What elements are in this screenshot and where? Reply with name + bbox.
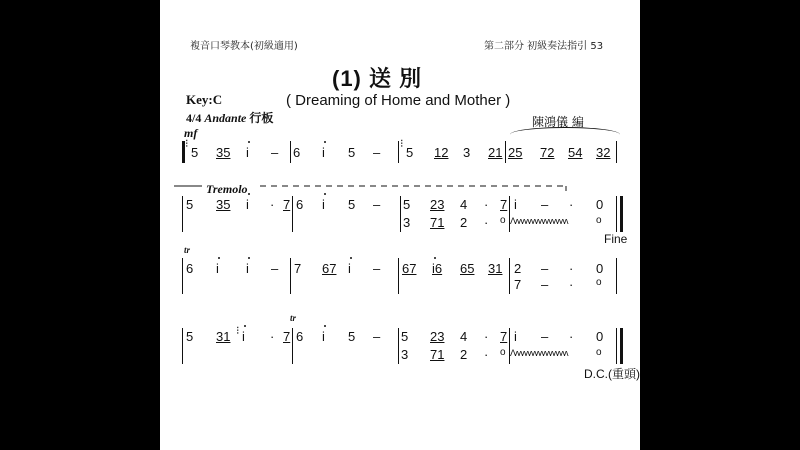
- note: ·: [270, 329, 275, 344]
- lower-note: 3: [401, 347, 409, 362]
- note: ·: [270, 197, 275, 212]
- note: 5: [191, 145, 199, 160]
- trill-mark: tr: [290, 313, 297, 323]
- note: 7: [500, 329, 508, 344]
- note: 67: [322, 261, 337, 276]
- note: ·: [569, 261, 574, 276]
- note: 35: [216, 197, 231, 212]
- note: 4: [460, 329, 468, 344]
- note: i: [246, 197, 249, 212]
- note: i: [322, 145, 325, 160]
- note: 6: [293, 145, 301, 160]
- time-signature: 4/4: [186, 111, 202, 125]
- barline: [505, 141, 506, 163]
- note: 0: [596, 197, 604, 212]
- note: 5: [186, 197, 194, 212]
- barline: [182, 196, 183, 232]
- vibrato-wavy-line: Ʌʌʌʌʌʌʌʌʌʌʌʌʌʌʌʌ: [510, 348, 568, 358]
- note: i6: [432, 261, 443, 276]
- barline: [616, 196, 617, 232]
- high-octave-dot: [324, 141, 326, 143]
- note: 31: [216, 329, 231, 344]
- lower-note: o: [500, 215, 506, 226]
- note: 5: [406, 145, 414, 160]
- note: 5: [348, 197, 356, 212]
- lower-note: 2: [460, 347, 468, 362]
- note: –: [271, 261, 279, 276]
- lower-note: 71: [430, 215, 445, 230]
- arpeggio-mark: ⁝: [400, 138, 404, 150]
- lower-note: o: [596, 277, 602, 288]
- tremolo-label: Tremolo: [206, 182, 248, 196]
- note: 5: [403, 197, 411, 212]
- note: 31: [488, 261, 503, 276]
- note: –: [541, 261, 549, 276]
- high-octave-dot: [244, 325, 246, 327]
- note: 21: [488, 145, 503, 160]
- key-signature: Key:C: [186, 92, 223, 107]
- arranger: 陳鴻儀 編: [532, 115, 584, 129]
- note: 6: [186, 261, 194, 276]
- tempo-chinese: 行板: [249, 111, 274, 125]
- tempo-italic: Andante: [204, 111, 247, 125]
- note: i: [246, 145, 249, 160]
- note: –: [373, 197, 381, 212]
- high-octave-dot: [248, 257, 250, 259]
- slur: [510, 127, 620, 142]
- note: –: [271, 145, 279, 160]
- lower-note: ·: [484, 347, 489, 362]
- song-subtitle: ( Dreaming of Home and Mother ): [286, 92, 511, 109]
- note: 0: [596, 261, 604, 276]
- note: 23: [430, 197, 445, 212]
- note: i: [514, 197, 517, 212]
- lower-note: ·: [569, 277, 574, 292]
- note: ·: [484, 197, 489, 212]
- barline: [292, 328, 293, 364]
- note: 25: [508, 145, 523, 160]
- barline: [398, 258, 399, 294]
- barline: [509, 328, 510, 364]
- arpeggio-mark: ⁝: [236, 325, 240, 337]
- barline: [400, 196, 401, 232]
- barline: [616, 141, 617, 163]
- note: i: [242, 329, 245, 344]
- final-barline: [620, 196, 623, 232]
- barline: [509, 258, 510, 294]
- note: 5: [348, 329, 356, 344]
- note: –: [373, 261, 381, 276]
- barline: [182, 258, 183, 294]
- note: i: [246, 261, 249, 276]
- note: 3: [463, 145, 471, 160]
- high-octave-dot: [350, 257, 352, 259]
- barline: [616, 258, 617, 294]
- book-title-header: 複音口琴教本(初級適用): [190, 41, 298, 52]
- barline: [509, 196, 510, 232]
- note: –: [541, 197, 549, 212]
- note: 5: [401, 329, 409, 344]
- note: i: [322, 197, 325, 212]
- lower-note: 71: [430, 347, 445, 362]
- barline: [616, 328, 617, 364]
- note: –: [373, 329, 381, 344]
- note: i: [322, 329, 325, 344]
- lower-note: o: [596, 347, 602, 358]
- lower-note: o: [596, 215, 602, 226]
- high-octave-dot: [248, 141, 250, 143]
- note: 0: [596, 329, 604, 344]
- score-page: [160, 0, 640, 450]
- lower-note: ·: [484, 215, 489, 230]
- note: i: [348, 261, 351, 276]
- high-octave-dot: [434, 257, 436, 259]
- note: 7: [500, 197, 508, 212]
- lower-note: o: [500, 347, 506, 358]
- note: ·: [569, 329, 574, 344]
- note: 23: [430, 329, 445, 344]
- high-octave-dot: [218, 257, 220, 259]
- lower-note: 3: [403, 215, 411, 230]
- note: 2: [514, 261, 522, 276]
- trill-mark: tr: [184, 245, 191, 255]
- arpeggio-mark: ⁝: [185, 138, 189, 150]
- note: ·: [569, 197, 574, 212]
- note: –: [373, 145, 381, 160]
- note: 5: [348, 145, 356, 160]
- lower-note: –: [541, 277, 549, 292]
- high-octave-dot: [248, 193, 250, 195]
- note: i: [514, 329, 517, 344]
- barline: [290, 258, 291, 294]
- note: 4: [460, 197, 468, 212]
- note: 7: [283, 197, 291, 212]
- fine-marking: Fine: [604, 232, 628, 246]
- barline: [290, 141, 291, 163]
- lower-note: 7: [514, 277, 522, 292]
- note: 54: [568, 145, 583, 160]
- lower-note: 2: [460, 215, 468, 230]
- section-page-header: 第二部分 初級奏法指引 53: [484, 41, 604, 52]
- barline: [182, 328, 183, 364]
- dynamic-mf: mf: [184, 126, 198, 140]
- note: 32: [596, 145, 611, 160]
- dc-marking: D.C.(重頭): [584, 367, 640, 381]
- barline: [398, 141, 399, 163]
- tempo-marking: [186, 109, 273, 126]
- note: 5: [186, 329, 194, 344]
- note: –: [541, 329, 549, 344]
- barline: [292, 196, 293, 232]
- note: 7: [283, 329, 291, 344]
- note: 65: [460, 261, 475, 276]
- note: 6: [296, 329, 304, 344]
- vibrato-wavy-line: Ʌʌʌʌʌʌʌʌʌʌʌʌʌʌʌʌ: [510, 216, 568, 226]
- high-octave-dot: [324, 325, 326, 327]
- note: ·: [484, 329, 489, 344]
- barline: [398, 328, 399, 364]
- note: 67: [402, 261, 417, 276]
- note: 7: [294, 261, 302, 276]
- note: i: [216, 261, 219, 276]
- song-title: (1) 送 別: [332, 66, 423, 91]
- final-barline: [620, 328, 623, 364]
- note: 72: [540, 145, 555, 160]
- high-octave-dot: [324, 193, 326, 195]
- note: 35: [216, 145, 231, 160]
- note: 12: [434, 145, 449, 160]
- note: 6: [296, 197, 304, 212]
